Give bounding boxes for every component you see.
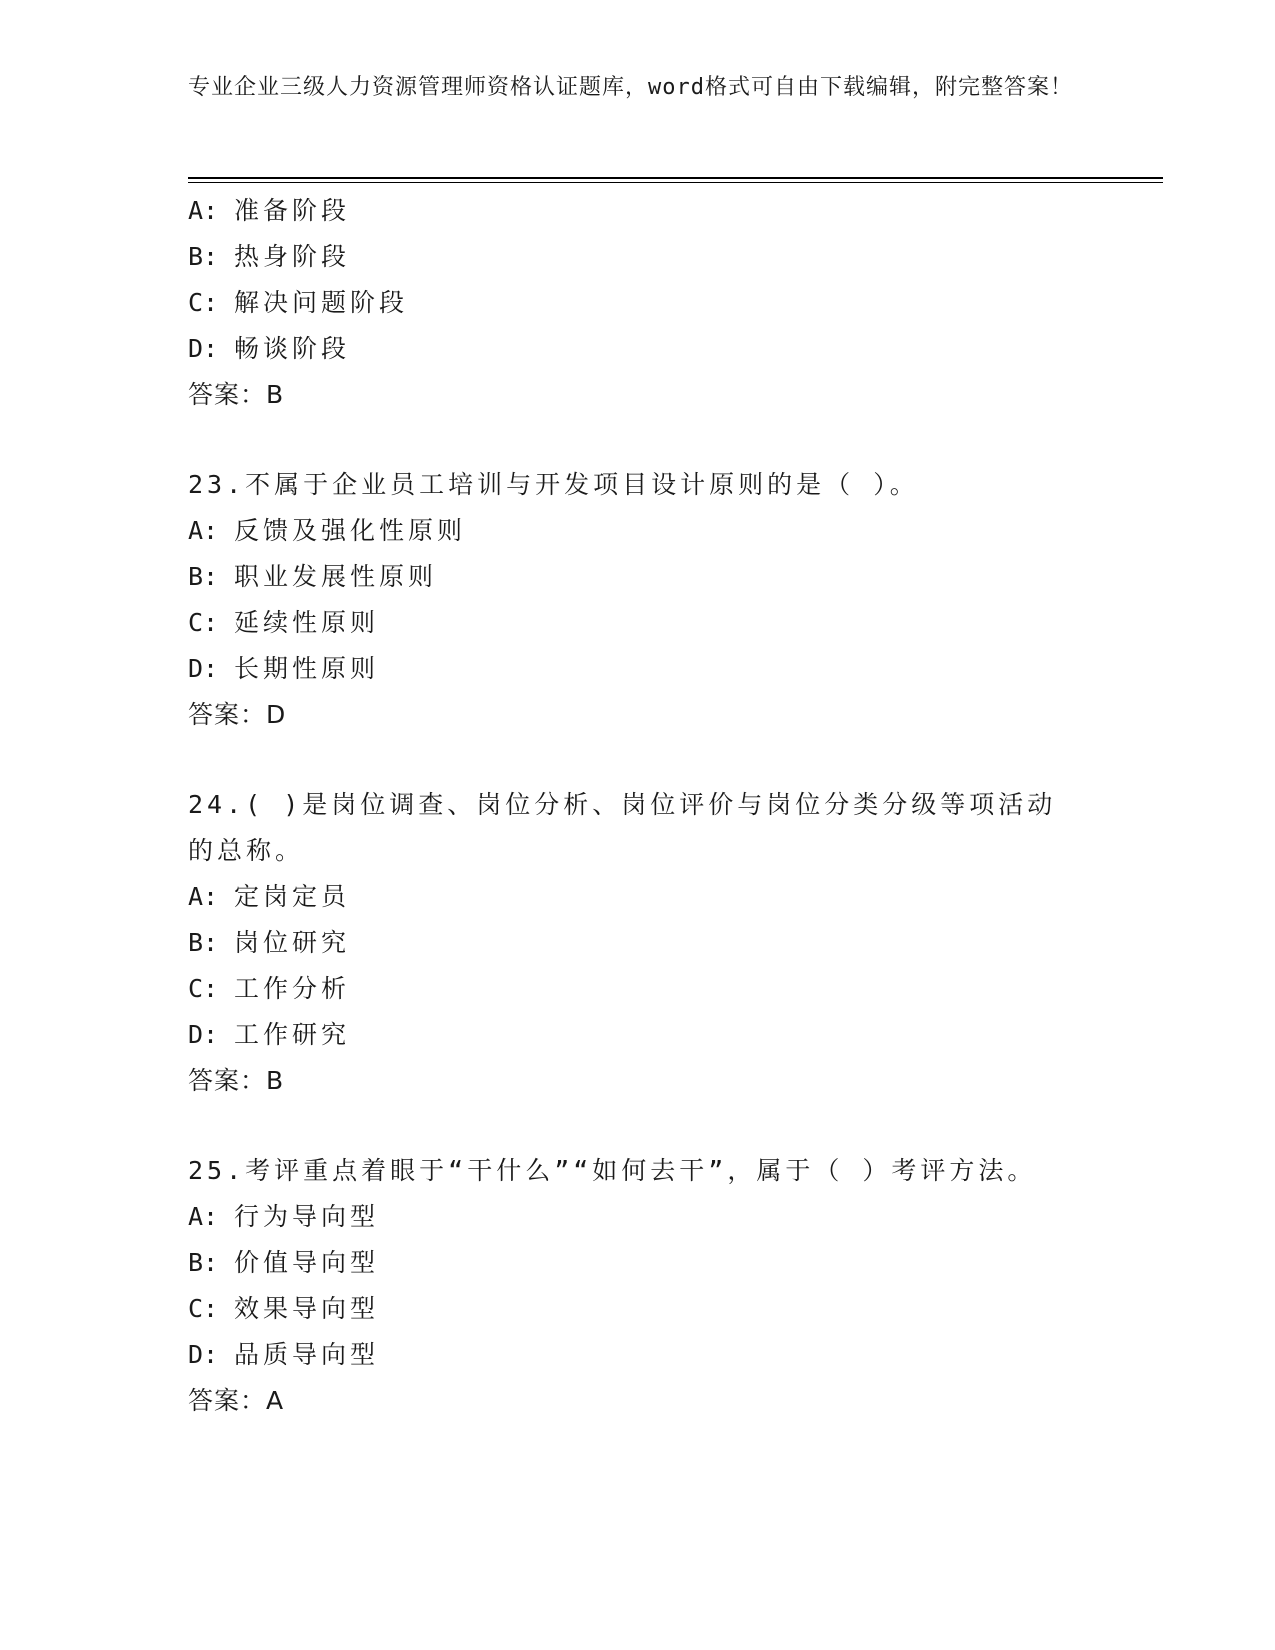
- option-label: B:: [188, 928, 219, 957]
- option-label: D:: [188, 654, 219, 683]
- option-text: 工作研究: [234, 1020, 351, 1049]
- option-text: 畅谈阶段: [234, 334, 351, 363]
- question-block-22: [188, 188, 1088, 418]
- option-label: A:: [188, 196, 219, 225]
- option-label: A:: [188, 882, 219, 911]
- option-d: [188, 326, 1088, 372]
- option-label: B:: [188, 562, 219, 591]
- option-text: 价值导向型: [234, 1248, 380, 1277]
- option-text: 工作分析: [234, 974, 351, 1003]
- option-d: [188, 1012, 1088, 1058]
- option-text: 职业发展性原则: [234, 562, 438, 591]
- option-b: [188, 1240, 1088, 1286]
- option-c: [188, 600, 1088, 646]
- option-text: 岗位研究: [234, 928, 351, 957]
- answer-line: 答案：A: [188, 1386, 285, 1415]
- option-text: 品质导向型: [234, 1340, 380, 1369]
- option-b: [188, 920, 1088, 966]
- option-text: 反馈及强化性原则: [234, 516, 467, 545]
- option-a: [188, 874, 1088, 920]
- option-label: C:: [188, 608, 219, 637]
- option-text: 效果导向型: [234, 1294, 380, 1323]
- answer-line: 答案：D: [188, 700, 287, 729]
- spacer: [188, 1104, 1088, 1148]
- option-b: [188, 554, 1088, 600]
- option-text: 解决问题阶段: [234, 288, 409, 317]
- option-c: [188, 966, 1088, 1012]
- option-label: B:: [188, 1248, 219, 1277]
- option-b: [188, 234, 1088, 280]
- option-text: 延续性原则: [234, 608, 380, 637]
- option-text: 准备阶段: [234, 196, 351, 225]
- header-rule-thin: [188, 182, 1163, 183]
- option-d: [188, 1332, 1088, 1378]
- option-label: C:: [188, 1294, 219, 1323]
- header-rule-thick: [188, 177, 1163, 179]
- option-label: C:: [188, 974, 219, 1003]
- answer-line: 答案：B: [188, 380, 285, 409]
- question-text: 25.考评重点着眼于“干什么”“如何去干”，属于（ ）考评方法。: [188, 1156, 1037, 1185]
- option-a: [188, 1194, 1088, 1240]
- question-text: 24.( )是岗位调查、岗位分析、岗位评价与岗位分类分级等项活动的总称。: [188, 790, 1057, 865]
- option-label: A:: [188, 1202, 219, 1231]
- option-text: 热身阶段: [234, 242, 351, 271]
- option-label: D:: [188, 1340, 219, 1369]
- spacer: [188, 418, 1088, 462]
- option-text: 长期性原则: [234, 654, 380, 683]
- spacer: [188, 738, 1088, 782]
- option-label: B:: [188, 242, 219, 271]
- option-a: [188, 508, 1088, 554]
- option-label: C:: [188, 288, 219, 317]
- option-c: [188, 1286, 1088, 1332]
- answer-line: 答案：B: [188, 1066, 285, 1095]
- option-c: [188, 280, 1088, 326]
- question-text: 23.不属于企业员工培训与开发项目设计原则的是（ ）。: [188, 470, 919, 499]
- option-text: 定岗定员: [234, 882, 351, 911]
- option-text: 行为导向型: [234, 1202, 380, 1231]
- option-d: [188, 646, 1088, 692]
- question-block-23: [188, 462, 1088, 738]
- question-list: [188, 188, 1088, 1424]
- document-header: 专业企业三级人力资源管理师资格认证题库，word格式可自由下载编辑，附完整答案！: [188, 75, 1073, 100]
- question-block-25: [188, 1148, 1088, 1424]
- option-label: D:: [188, 1020, 219, 1049]
- question-block-24: [188, 782, 1088, 1104]
- option-label: A:: [188, 516, 219, 545]
- option-label: D:: [188, 334, 219, 363]
- option-a: [188, 188, 1088, 234]
